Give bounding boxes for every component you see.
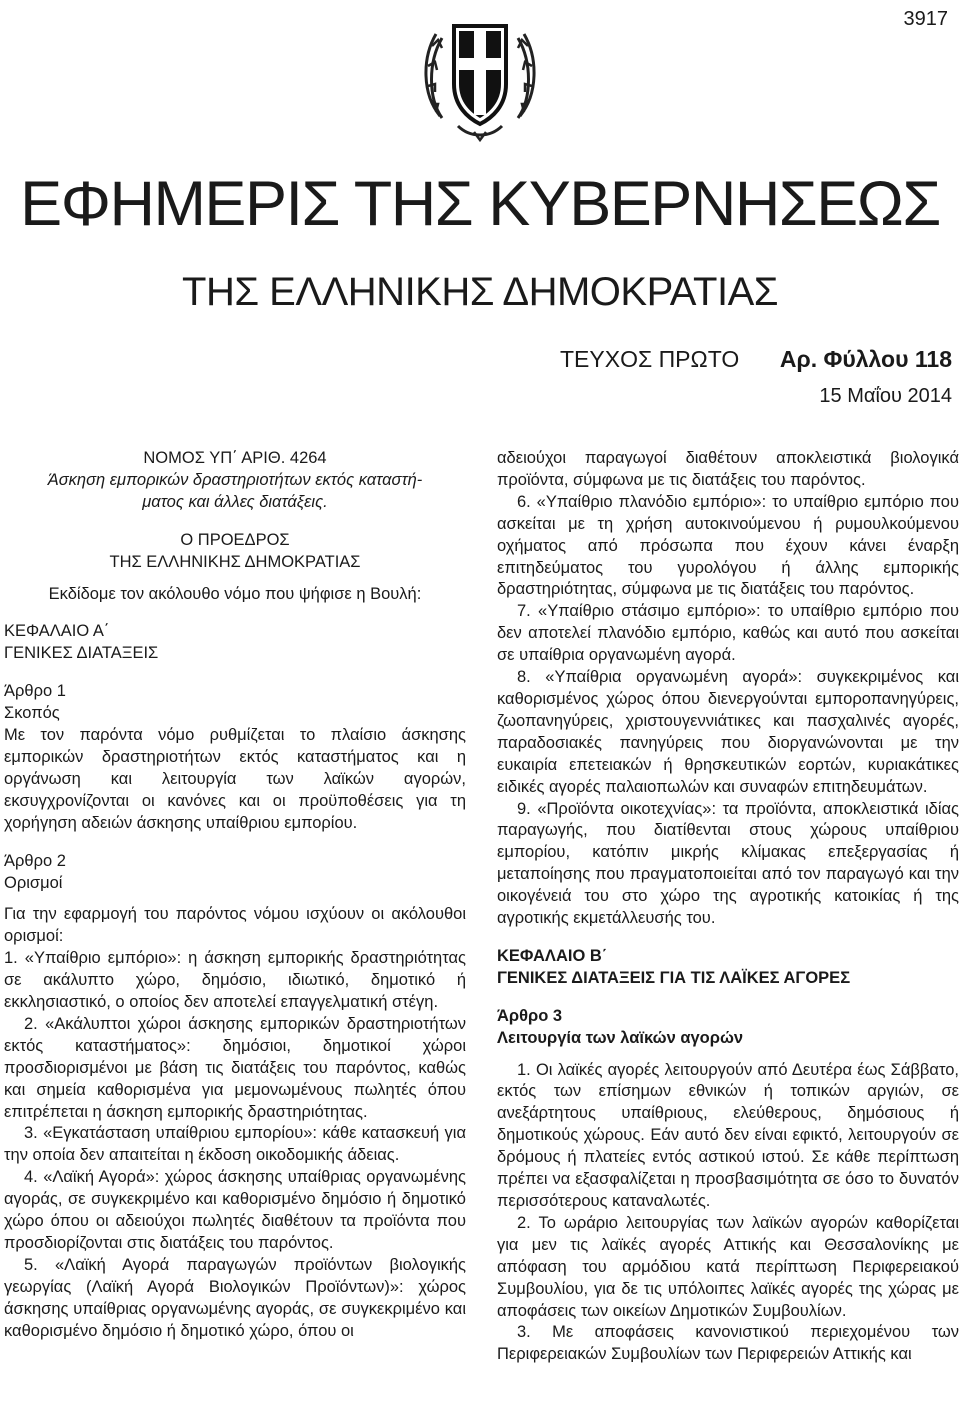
article-3-paragraph-1: 1. Οι λαϊκές αγορές λειτουργούν από Δευτέρα έως Σάββατο, εκτός των επίσημων εθνικών ή τοπικών αργιών, σε ανεξάρτητους υπαίθριους, ελεύθερους, δημόσιους ή δημοτικούς χώρους. Εάν αυτό δεν είναι εφικτό, λειτουργούν σε δρόμους ή πλατείες εντός αστικού ιστού. Σε κάθε περίπτωση πρέπει να εξασφαλίζεται η προσβασιμότητα σε όσο το δυνατόν περισσότερους καταναλωτές. bbox=[497, 1060, 959, 1210]
article-3-paragraph-2: 2. Το ωράριο λειτουργίας των λαϊκών αγορών καθορίζεται για μεν τις λαϊκές αγορές Αττικής και Θεσσαλονίκης με απόφαση του αρμόδιου κατά περίπτωση Περιφερειακού Συμβουλίου, για δε τις υπόλοιπες λαϊκές αγορές της χώρας με αποφάσεις των οικείων Δημοτικών Συμβουλίων. bbox=[497, 1213, 959, 1320]
definition-9: 9. «Προϊόντα οικοτεχνίας»: τα προϊόντα, αποκλειστικά ιδίας παραγωγής, που διατίθενται στους χώρους υπαίθριου εμπορίου, κατόπιν μικρής κλίμακας επεξεργασίας ή μεταποίησης που πραγματοποιείται από τον παραγωγό και την οικογένειά του στο χώρο της αγροτικής κατοικίας ή της αγροτικής εκμετάλλευσής του. bbox=[497, 799, 959, 928]
chapter-b-subtitle: ΓΕΝΙΚΕΣ ΔΙΑΤΑΞΕΙΣ ΓΙΑ ΤΙΣ ΛΑΪΚΕΣ ΑΓΟΡΕΣ bbox=[497, 968, 851, 987]
chapter-b-title: ΚΕΦΑΛΑΙΟ Β΄ bbox=[497, 946, 608, 965]
right-column bbox=[497, 448, 959, 1366]
article-3-title: Άρθρο 3 bbox=[497, 1006, 563, 1025]
definition-6: 6. «Υπαίθριο πλανόδιο εμπόριο»: το υπαίθριο εμπόριο που ασκείται με τη χρήση αυτοκινούμενου ή ρυμουλκούμενου οχήματος από πρόσωπα που έχουν κάνει έναρξη επιτηδεύματος του γυρολόγου ή άλλης εμπορικής δραστηριότητας, σύμφωνα με τις διατάξεις του παρόντος. bbox=[497, 492, 959, 599]
definition-2: 2. «Ακάλυπτοι χώροι άσκησης εμπορικών δραστηριοτήτων εκτός καταστήματος»: δημόσιοι, δημοτικοί χώροι προσδιορισμένοι με βάση τις διατάξεις του παρόντος, καθώς και σημεία καθορισμένα για μεμονωμένους πωλητές όπου επιτρέπεται η άσκηση εμπορικής δραστηριότητας. bbox=[4, 1014, 466, 1121]
definition-7: 7. «Υπαίθριο στάσιμο εμπόριο»: το υπαίθριο εμπόριο που δεν αποτελεί πλανόδιο εμπόριο, καθώς και αυτό που ασκείται σε υπαίθρια οργανωμένη αγορά. bbox=[497, 602, 959, 665]
left-column bbox=[4, 448, 466, 1343]
law-subject-line-1: Άσκηση εμπορικών δραστηριοτήτων εκτός καταστή- bbox=[47, 470, 423, 489]
coat-of-arms-emblem bbox=[418, 6, 542, 146]
issue-series: ΤΕΥΧΟΣ ΠΡΩΤΟ bbox=[560, 346, 740, 372]
article-2-title: Άρθρο 2 bbox=[4, 851, 66, 870]
law-subject-line-2: ματος και άλλες διατάξεις. bbox=[142, 492, 328, 511]
article-1-text: Με τον παρόντα νόμο ρυθμίζεται το πλαίσιο άσκησης εμπορικών δραστηριοτήτων εκτός καταστήματος και η οργάνωση και λειτουργία των λαϊκών αγορών, εκσυγχρονίζονται οι κανόνες και οι προϋποθέσεις για τη χορήγηση αδειών άσκησης υπαίθριου εμπορίου. bbox=[4, 726, 466, 832]
definition-5: 5. «Λαϊκή Αγορά παραγωγών προϊόντων βιολογικής γεωργίας (Λαϊκή Αγορά Βιολογικών Προϊόντων)»: χώρος άσκησης υπαίθριας οργανωμένης αγοράς, σε συγκεκριμένο και καθορισμένο δημόσιο ή δημοτικό χώρο, όπου οι bbox=[4, 1255, 466, 1340]
promulgation-formula: Εκδίδομε τον ακόλουθο νόμο που ψήφισε η Βουλή: bbox=[48, 584, 422, 603]
article-3-subtitle: Λειτουργία των λαϊκών αγορών bbox=[497, 1028, 744, 1047]
president-line-1: Ο ΠΡΟΕΔΡΟΣ bbox=[180, 530, 290, 549]
chapter-a-title: ΚΕΦΑΛΑΙΟ Α΄ bbox=[4, 622, 110, 641]
definition-3: 3. «Εγκατάσταση υπαίθριου εμπορίου»: κάθε κατασκευή για την οποία δεν απαιτείται η έκδοση οικοδομικής άδειας. bbox=[4, 1124, 466, 1165]
article-3-paragraph-3: 3. Με αποφάσεις κανονιστικού περιεχομένου των Περιφερειακών Συμβουλίων των Περιφερειών Αττικής και bbox=[497, 1323, 959, 1364]
law-number: ΝΟΜΟΣ ΥΠ΄ ΑΡΙΘ. 4264 bbox=[143, 449, 327, 467]
definition-8: 8. «Υπαίθρια οργανωμένη αγορά»: συγκεκριμένος και καθορισμένος χώρος όπου διενεργούνται εμποροπανηγύρεις, ζωοπανηγύρεις, χριστουγεννιάτικες και πασχαλινές αγορές, παραδοσιακές πανηγύρεις που διοργανώνονται με την ευκαιρία επετειακών ή θρησκευτικών εορτών, κυριακάτικες ειδικές αγορές παλαιοπωλών και συναφών επιτηδευμάτων. bbox=[497, 668, 959, 796]
definition-1: 1. «Υπαίθριο εμπόριο»: η άσκηση εμπορικής δραστηριότητας σε ακάλυπτο χώρο, δημόσιο, ιδιωτικό, δημοτικό ή εκκλησιαστικό, ο οποίος δεν αποτελεί επαγγελματική στέγη. bbox=[4, 949, 466, 1012]
chapter-a-subtitle: ΓΕΝΙΚΕΣ ΔΙΑΤΑΞΕΙΣ bbox=[4, 644, 159, 663]
page-number: 3917 bbox=[903, 8, 948, 30]
definition-5-continued: αδειούχοι παραγωγοί διαθέτουν αποκλειστικά βιολογικά προϊόντα, σύμφωνα με τις διατάξεις του παρόντος. bbox=[497, 449, 959, 489]
president-line-2: ΤΗΣ ΕΛΛΗΝΙΚΗΣ ΔΗΜΟΚΡΑΤΙΑΣ bbox=[109, 552, 361, 571]
issue-date: 15 Μαΐου 2014 bbox=[819, 385, 952, 407]
definition-4: 4. «Λαϊκή Αγορά»: χώρος άσκησης υπαίθριας οργανωμένης αγοράς, σε συγκεκριμένο και καθορισμένο δημόσιο ή δημοτικό χώρο όπου οι αδειούχοι πωλητές διαθέτουν τα προϊόντα που προσδιορίζονται στις διατάξεις του παρόντος. bbox=[4, 1168, 466, 1252]
sheet-number: Αρ. Φύλλου 118 bbox=[779, 346, 952, 372]
gazette-subtitle: ΤΗΣ ΕΛΛΗΝΙΚΗΣ ΔΗΜΟΚΡΑΤΙΑΣ bbox=[182, 270, 778, 314]
gazette-title: ΕΦΗΜΕΡΙΣ ΤΗΣ ΚΥΒΕΡΝΗΣΕΩΣ bbox=[20, 169, 940, 239]
article-2-intro: Για την εφαρμογή του παρόντος νόμου ισχύουν οι ακόλουθοι ορισμοί: bbox=[4, 905, 466, 946]
article-2-subtitle: Ορισμοί bbox=[4, 873, 63, 892]
article-1-subtitle: Σκοπός bbox=[4, 704, 60, 723]
article-1-title: Άρθρο 1 bbox=[4, 682, 66, 701]
